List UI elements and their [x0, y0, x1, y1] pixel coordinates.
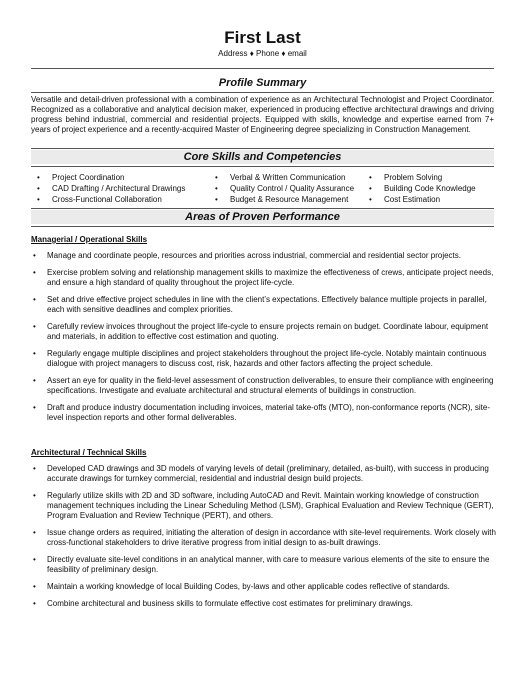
- managerial-skills-list: [31, 251, 497, 423]
- skill-item: • Quality Control / Quality Assurance: [212, 183, 354, 194]
- divider: [31, 166, 494, 167]
- list-item: • Issue change orders as required, initiating the alteration of design in accordance with site-level requirements. Work closely with cross-functional stakeholders to drive iterative progress from initial design to as-built drawings.: [31, 528, 497, 548]
- skill-item: • CAD Drafting / Architectural Drawings: [34, 183, 185, 194]
- profile-summary-title: Profile Summary: [218, 77, 307, 89]
- divider: [31, 92, 494, 93]
- technical-skills-list: [31, 464, 497, 609]
- skill-item: • Problem Solving: [366, 172, 476, 183]
- list-item: • Set and drive effective project schedules in line with the client’s expectations. Effectively balance multiple projects in parallel, each with sensitive deadlines and complex priorities.: [31, 295, 497, 315]
- list-item: • Directly evaluate site-level conditions in an analytical manner, with care to measure various elements of the site to ensure the feasibility of preliminary design.: [31, 555, 497, 575]
- list-item: • Regularly utilize skills with 2D and 3D software, including AutoCAD and Revit. Maintain working knowledge of construction management techniques including the Linear Scheduling Method (LSM), Graphical Evaluation and Review Technique (GERT), Program Evaluation and Review Technique (PERT), and others.: [31, 491, 497, 521]
- list-item: • Draft and produce industry documentation including invoices, material take-offs (MTO), non-conformance reports (NCR), site-level inspection reports and other formal deliverables.: [31, 403, 497, 423]
- skills-column-2: [212, 172, 354, 205]
- divider: [31, 208, 494, 209]
- candidate-name: First Last: [224, 28, 301, 47]
- skill-item: • Project Coordination: [34, 172, 185, 183]
- skill-item: • Cross-Functional Collaboration: [34, 194, 185, 205]
- core-skills-title: Core Skills and Competencies: [183, 151, 342, 163]
- divider: [31, 226, 494, 227]
- contact-line: Address ♦ Phone ♦ email: [218, 49, 307, 58]
- divider: [31, 68, 494, 69]
- skill-item: • Cost Estimation: [366, 194, 476, 205]
- skill-item: • Building Code Knowledge: [366, 183, 476, 194]
- managerial-skills-heading: Managerial / Operational Skills: [31, 235, 148, 244]
- performance-title: Areas of Proven Performance: [185, 211, 340, 223]
- list-item: • Developed CAD drawings and 3D models of varying levels of detail (preliminary, detailed, as-built), with success in producing accurate drawings for turnkey commercial, residential and industrial design build projects.: [31, 464, 497, 484]
- list-item: • Manage and coordinate people, resources and priorities across industrial, commercial and residential sector projects.: [31, 251, 497, 261]
- list-item: • Regularly engage multiple disciplines and project stakeholders throughout the project life-cycle. Notably maintain continuous dialogue with project managers to discuss cost, risk, hazards and other factors affecting the project schedule.: [31, 349, 497, 369]
- skills-column-1: [34, 172, 185, 205]
- skill-item: • Budget & Resource Management: [212, 194, 354, 205]
- skills-column-3: [366, 172, 476, 205]
- list-item: • Maintain a working knowledge of local Building Codes, by-laws and other applicable codes reflective of standards.: [31, 582, 497, 592]
- list-item: • Carefully review invoices throughout the project life-cycle to ensure projects remain on budget. Coordinate labour, equipment and materials, in addition to effective cost estimation and quoting.: [31, 322, 497, 342]
- skill-item: • Verbal & Written Communication: [212, 172, 354, 183]
- list-item: • Combine architectural and business skills to formulate effective cost estimates for preliminary drawings.: [31, 599, 497, 609]
- divider: [31, 148, 494, 149]
- list-item: • Exercise problem solving and relationship management skills to maximize the effectiveness of crews, anticipate project needs, and ensure a high standard of quality throughout the project life-cycle.: [31, 268, 497, 288]
- profile-summary-text: Versatile and detail-driven professional with a combination of experience as an Architectural Technologist and Project Coordinator. Recognized as a collaborative and analytical decision maker, experienced in producing effective architectural drawings and driving progress behind industrial, commercial and residential projects. Equipped with skills, knowledge and expertise earned from 7+ years of project experience and a recently-acquired Master of Engineering degree specializing in Construction Management.: [31, 95, 494, 134]
- technical-skills-heading: Architectural / Technical Skills: [31, 448, 147, 457]
- list-item: • Assert an eye for quality in the field-level assessment of construction deliverables, to ensure their compliance with engineering specifications. Investigate and evaluate architectural and structural elements of buildings in construction.: [31, 376, 497, 396]
